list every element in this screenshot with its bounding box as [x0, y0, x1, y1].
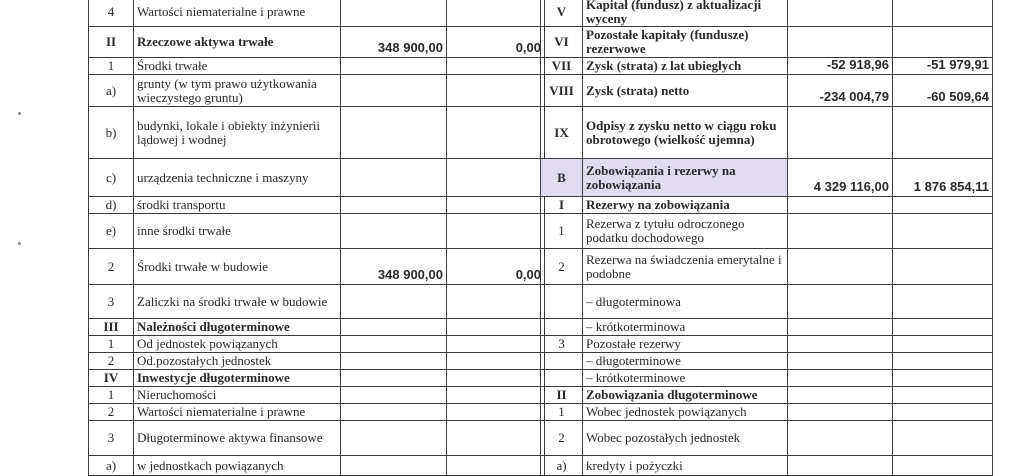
right-row [541, 370, 993, 387]
right-row [541, 27, 993, 58]
value-current-year [788, 387, 893, 404]
value-current-year [341, 336, 447, 353]
row-number: 1 [541, 404, 583, 421]
value-previous-year [447, 353, 545, 370]
right-row [541, 58, 993, 75]
right-row [541, 107, 993, 159]
row-number: a) [541, 456, 583, 476]
value-current-year [788, 421, 893, 456]
value-current-year [788, 319, 893, 336]
row-number: a) [89, 456, 134, 476]
row-number: 1 [89, 387, 134, 404]
value-current-year [341, 353, 447, 370]
value-previous-year: 0,00 [447, 249, 545, 285]
value-current-year [788, 404, 893, 421]
row-label: Inwestycje długoterminowe [134, 370, 341, 387]
row-label: Rezerwy na zobowiązania [583, 197, 788, 214]
value-current-year [788, 249, 893, 285]
left-row [89, 75, 545, 107]
left-row [89, 336, 545, 353]
value-previous-year [893, 387, 993, 404]
value-previous-year [893, 285, 993, 319]
value-previous-year [447, 214, 545, 249]
right-row [541, 214, 993, 249]
value-previous-year [893, 353, 993, 370]
value-previous-year [893, 249, 993, 285]
right-row [541, 456, 993, 476]
left-row [89, 319, 545, 336]
value-current-year [788, 27, 893, 58]
value-current-year [341, 0, 447, 27]
row-number: I [541, 197, 583, 214]
left-row [89, 421, 545, 456]
right-row [541, 197, 993, 214]
scan-dot [18, 242, 21, 245]
value-previous-year [893, 319, 993, 336]
row-number: 1 [89, 58, 134, 75]
row-number: II [89, 27, 134, 58]
row-number: VIII [541, 75, 583, 107]
row-label: Wartości niematerialne i prawne [134, 0, 341, 27]
row-number [541, 370, 583, 387]
value-current-year [341, 58, 447, 75]
row-number: 2 [89, 353, 134, 370]
row-label: Odpisy z zysku netto w ciągu roku obrotowego (wielkość ujemna) [583, 107, 788, 159]
value-current-year [341, 285, 447, 319]
value-current-year [341, 159, 447, 197]
row-label: Środki trwałe [134, 58, 341, 75]
left-row [89, 27, 545, 58]
row-label: Zaliczki na środki trwałe w budowie [134, 285, 341, 319]
row-label: Pozostałe rezerwy [583, 336, 788, 353]
value-previous-year [447, 370, 545, 387]
row-label: Kapitał (fundusz) z aktualizacji wyceny [583, 0, 788, 27]
row-label: Długoterminowe aktywa finansowe [134, 421, 341, 456]
row-label: budynki, lokale i obiekty inżynierii lądowej i wodnej [134, 107, 341, 159]
value-current-year [341, 75, 447, 107]
value-previous-year [447, 0, 545, 27]
value-current-year [341, 319, 447, 336]
value-previous-year [447, 336, 545, 353]
row-number: 1 [89, 336, 134, 353]
row-number: 4 [89, 0, 134, 27]
row-label: Środki trwałe w budowie [134, 249, 341, 285]
row-label: Zysk (strata) netto [583, 75, 788, 107]
right-row [541, 319, 993, 336]
row-label: Pozostałe kapitały (fundusze) rezerwowe [583, 27, 788, 58]
row-label: Rzeczowe aktywa trwałe [134, 27, 341, 58]
value-previous-year: -60 509,64 [893, 75, 993, 107]
row-label: Zysk (strata) z lat ubiegłych [583, 58, 788, 75]
row-label: środki transportu [134, 197, 341, 214]
left-row [89, 107, 545, 159]
row-label: w jednostkach powiązanych [134, 456, 341, 476]
left-row [89, 0, 545, 27]
row-label: – długoterminowe [583, 353, 788, 370]
row-label: kredyty i pożyczki [583, 456, 788, 476]
left-row [89, 387, 545, 404]
row-label: – krótkoterminowa [583, 319, 788, 336]
row-number: IV [89, 370, 134, 387]
value-previous-year [447, 319, 545, 336]
row-label: Wobec pozostałych jednostek [583, 421, 788, 456]
row-number [541, 353, 583, 370]
left-row [89, 214, 545, 249]
row-number: VII [541, 58, 583, 75]
value-previous-year [447, 404, 545, 421]
row-number: IX [541, 107, 583, 159]
value-previous-year [447, 75, 545, 107]
row-number [541, 285, 583, 319]
row-number: 3 [541, 336, 583, 353]
row-number: 2 [541, 249, 583, 285]
value-current-year [341, 107, 447, 159]
right-row [541, 75, 993, 107]
row-number: III [89, 319, 134, 336]
value-previous-year [447, 387, 545, 404]
value-current-year: -52 918,96 [788, 58, 893, 75]
scan-dot [18, 112, 21, 115]
right-row [541, 249, 993, 285]
value-previous-year [893, 456, 993, 476]
row-label: Rezerwa na świadczenia emerytalne i podobne [583, 249, 788, 285]
value-current-year [341, 387, 447, 404]
value-current-year: -234 004,79 [788, 75, 893, 107]
row-label: grunty (w tym prawo użytkowania wieczystego gruntu) [134, 75, 341, 107]
value-previous-year [893, 336, 993, 353]
value-previous-year: -51 979,91 [893, 58, 993, 75]
value-current-year [788, 197, 893, 214]
value-current-year [341, 214, 447, 249]
left-row [89, 58, 545, 75]
row-label: urządzenia techniczne i maszyny [134, 159, 341, 197]
row-number: 2 [89, 249, 134, 285]
value-current-year [341, 404, 447, 421]
value-previous-year [447, 285, 545, 319]
value-current-year: 348 900,00 [341, 27, 447, 58]
row-label: Zobowiązania długoterminowe [583, 387, 788, 404]
value-previous-year: 1 876 854,11 [893, 159, 993, 197]
left-row [89, 197, 545, 214]
value-previous-year [893, 107, 993, 159]
left-row [89, 370, 545, 387]
value-previous-year: 0,00 [447, 27, 545, 58]
value-current-year: 4 329 116,00 [788, 159, 893, 197]
value-previous-year [447, 456, 545, 476]
value-current-year [788, 456, 893, 476]
row-label: Wartości niematerialne i prawne [134, 404, 341, 421]
row-label: Od.pozostałych jednostek [134, 353, 341, 370]
row-number: 2 [89, 404, 134, 421]
row-number: a) [89, 75, 134, 107]
value-current-year [788, 285, 893, 319]
left-row [89, 456, 545, 476]
row-number: c) [89, 159, 134, 197]
value-previous-year [447, 107, 545, 159]
row-label: Rezerwa z tytułu odroczonego podatku dochodowego [583, 214, 788, 249]
value-current-year [341, 197, 447, 214]
right-row [541, 387, 993, 404]
value-current-year [341, 456, 447, 476]
right-row [541, 421, 993, 456]
value-previous-year [447, 58, 545, 75]
row-number: VI [541, 27, 583, 58]
assets-table [88, 0, 545, 476]
value-previous-year [893, 27, 993, 58]
right-row [541, 353, 993, 370]
right-row [541, 159, 993, 197]
row-number: B [541, 159, 583, 197]
right-row [541, 336, 993, 353]
value-current-year: 348 900,00 [341, 249, 447, 285]
row-number: e) [89, 214, 134, 249]
row-label: Nieruchomości [134, 387, 341, 404]
row-label: Zobowiązania i rezerwy na zobowiązania [583, 159, 788, 197]
right-row [541, 404, 993, 421]
value-previous-year [447, 159, 545, 197]
value-current-year [788, 353, 893, 370]
row-number: 1 [541, 214, 583, 249]
value-previous-year [893, 197, 993, 214]
row-number [541, 319, 583, 336]
row-number: 3 [89, 285, 134, 319]
row-number: II [541, 387, 583, 404]
row-label: – długoterminowa [583, 285, 788, 319]
value-previous-year [447, 197, 545, 214]
row-number: 3 [89, 421, 134, 456]
value-previous-year [893, 370, 993, 387]
left-row [89, 285, 545, 319]
left-row [89, 353, 545, 370]
value-current-year [788, 107, 893, 159]
row-label: – krótkoterminowe [583, 370, 788, 387]
value-previous-year [447, 421, 545, 456]
value-current-year [341, 421, 447, 456]
row-number: 2 [541, 421, 583, 456]
value-current-year [788, 336, 893, 353]
value-previous-year [893, 214, 993, 249]
left-row [89, 249, 545, 285]
value-current-year [788, 370, 893, 387]
left-row [89, 404, 545, 421]
right-row [541, 285, 993, 319]
value-current-year [341, 370, 447, 387]
value-current-year [788, 0, 893, 27]
row-number: V [541, 0, 583, 27]
value-previous-year [893, 404, 993, 421]
value-previous-year [893, 421, 993, 456]
value-current-year [788, 214, 893, 249]
row-label: Wobec jednostek powiązanych [583, 404, 788, 421]
value-previous-year [893, 0, 993, 27]
row-number: b) [89, 107, 134, 159]
row-number: d) [89, 197, 134, 214]
left-row [89, 159, 545, 197]
liabilities-table [540, 0, 993, 476]
row-label: Od jednostek powiązanych [134, 336, 341, 353]
row-label: Należności długoterminowe [134, 319, 341, 336]
row-label: inne środki trwałe [134, 214, 341, 249]
right-row [541, 0, 993, 27]
